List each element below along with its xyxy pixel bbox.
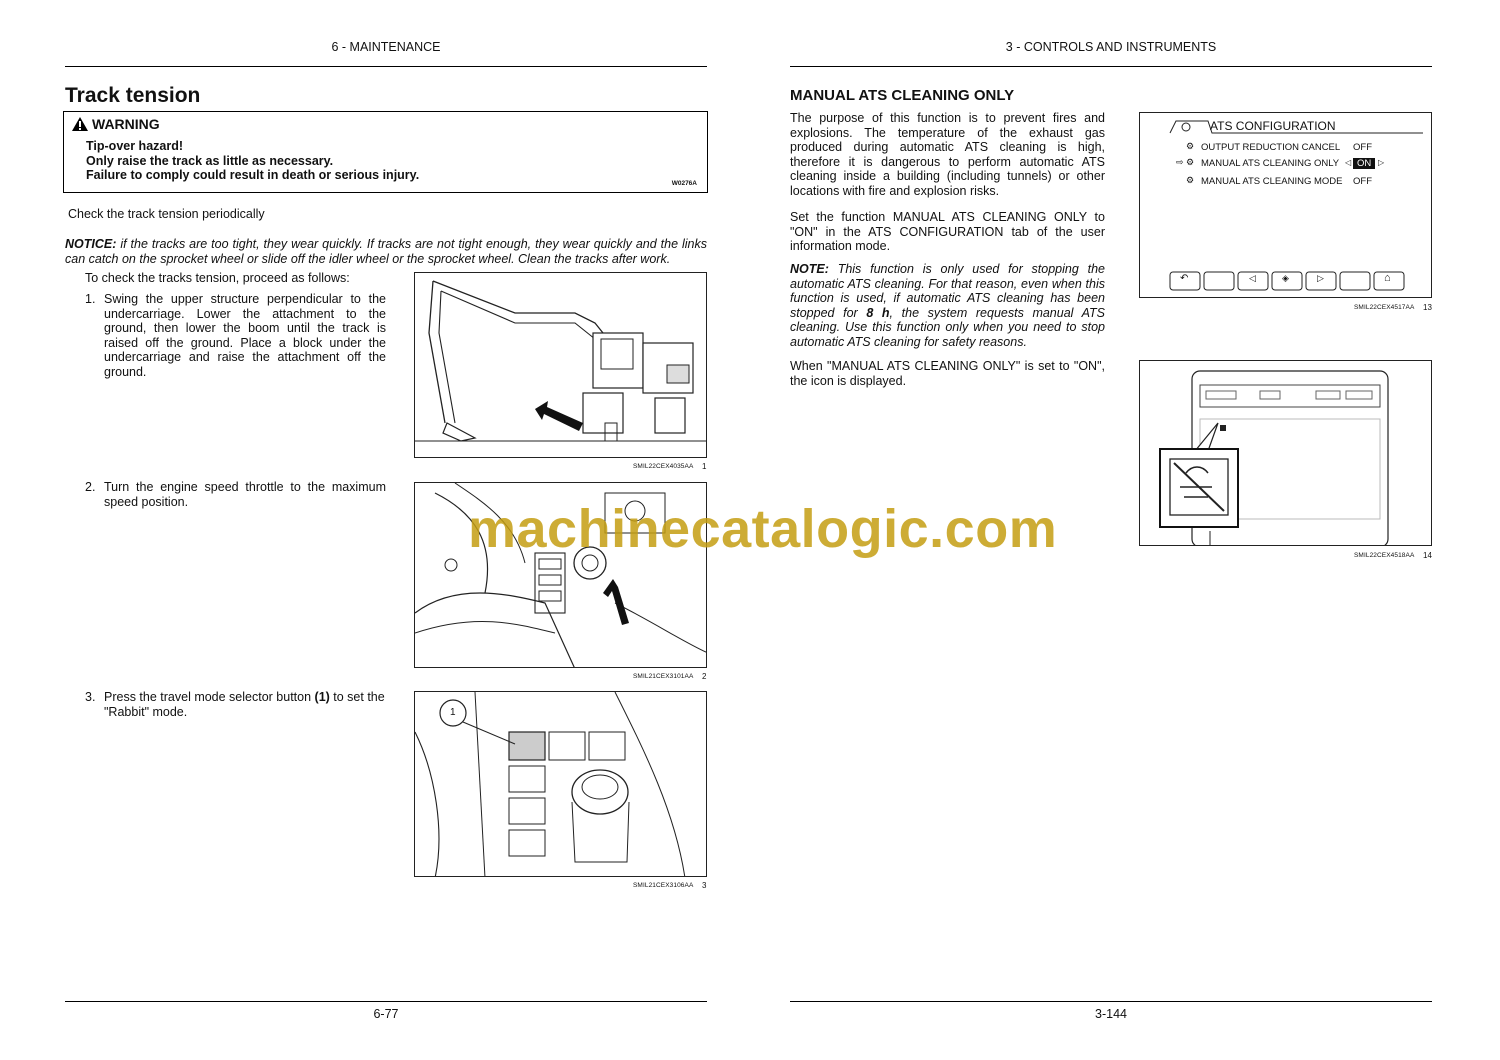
arrow-left-icon: ◁ (1249, 273, 1256, 283)
warning-triangle-icon (71, 116, 89, 132)
note-text-a: This function is only used for stopping the automatic ATS cleaning. For that reason, even when this function is used, if automatic ATS cleaning has been stopped for (790, 262, 1105, 320)
warning-box (63, 111, 708, 193)
figure-3-number: 3 (702, 881, 707, 890)
figure-ats-configuration-screen (1139, 112, 1432, 298)
step-text-a: Press the travel mode selector button (104, 690, 315, 704)
select-icon: ◈ (1282, 273, 1289, 283)
left-footer-rule (65, 1001, 707, 1002)
output-reduction-icon: ⚙ (1186, 141, 1195, 151)
warning-line-2: Only raise the track as little as necessary. (86, 154, 334, 168)
note-duration: 8 h (866, 305, 890, 320)
warning-line-1: Tip-over hazard! (86, 139, 184, 153)
figure-1-code: SMIL22CEX4035AA (633, 463, 694, 470)
arrow-right-icon: ▷ (1317, 273, 1324, 283)
step-text: Swing the upper structure perpendicular to the undercarriage. Lower the attachment to the ground, then lower the boom until the track is raised off the ground. Place a block under the undercarriage and raise the attachment off the ground. (104, 292, 386, 379)
notice-label: NOTICE: (65, 237, 117, 251)
monitor-illustration (1140, 361, 1432, 546)
note-paragraph (790, 262, 1105, 350)
step-callout-ref: (1) (314, 690, 330, 704)
selector-illustration (415, 692, 707, 877)
manual-ats-only-icon: ⚙ (1186, 157, 1195, 167)
ats-row-value: OFF (1353, 176, 1372, 187)
figure-2-code: SMIL21CEX3101AA (633, 673, 694, 680)
warning-code: W0276A (671, 180, 697, 187)
figure-monitor-icon-display (1139, 360, 1432, 546)
figure-14-number: 14 (1423, 551, 1432, 560)
step-text-c: to set the "Rabbit" mode. (104, 690, 385, 719)
back-icon: ↶ (1180, 273, 1189, 284)
right-caret-icon: ▷ (1378, 158, 1385, 167)
left-page-header: 6 - MAINTENANCE (331, 40, 441, 54)
step-number: 2. (85, 480, 96, 494)
notice-text: if the tracks are too tight, they wear quickly. If tracks are not tight enough, they wear quickly and the links can catch on the sprocket wheel or slide off the idler wheel or the sprocket wheel. Clean the tracks after work. (65, 237, 707, 266)
right-page-number: 3-144 (1095, 1007, 1127, 1021)
figure-3-code: SMIL21CEX3106AA (633, 882, 694, 889)
ats-row-value: OFF (1353, 142, 1372, 153)
figure-13-code: SMIL22CEX4517AA (1354, 304, 1415, 311)
ats-row-value-selected: ON (1353, 158, 1375, 169)
right-header-rule (790, 66, 1432, 67)
figure-excavator-lift (414, 272, 707, 458)
set-function-paragraph: Set the function MANUAL ATS CLEANING ONLY to "ON" in the ATS CONFIGURATION tab of the user information mode. (790, 210, 1105, 254)
step-number: 1. (85, 292, 96, 306)
step-number: 3. (85, 690, 96, 704)
step-2 (85, 480, 386, 512)
figure-13-number: 13 (1423, 303, 1432, 312)
ats-row-label: OUTPUT REDUCTION CANCEL (1201, 142, 1341, 153)
right-footer-rule (790, 1001, 1432, 1002)
manual-ats-mode-icon: ⚙ (1186, 175, 1195, 185)
section-title: MANUAL ATS CLEANING ONLY (790, 87, 1015, 104)
step-text: Turn the engine speed throttle to the maximum speed position. (104, 480, 386, 509)
figure-14-code: SMIL22CEX4518AA (1354, 552, 1415, 559)
purpose-paragraph: The purpose of this function is to prevent fires and explosions. The temperature of the exhaust gas produced during automatic ATS cleaning is high, therefore it is dangerous to perform automatic ATS cleaning inside a building (including tunnels) or other locations with fire and explosion risks. (790, 111, 1105, 198)
callout-1-label: 1 (450, 707, 456, 718)
notice-paragraph (65, 237, 707, 266)
proceed-text: To check the tracks tension, proceed as follows: (85, 271, 350, 285)
step-3 (85, 690, 386, 722)
intro-text: Check the track tension periodically (68, 207, 265, 221)
ats-title: ATS CONFIGURATION (1210, 119, 1336, 133)
excavator-illustration (415, 273, 707, 458)
watermark: machinecatalogic.com (468, 499, 1058, 559)
icon-displayed-paragraph: When "MANUAL ATS CLEANING ONLY" is set to "ON", the icon is displayed. (790, 359, 1105, 388)
step-text (104, 690, 386, 719)
selection-arrow-icon: ⇨ (1176, 157, 1184, 167)
warning-line-3: Failure to comply could result in death or serious injury. (86, 168, 420, 182)
figure-travel-mode-selector (414, 691, 707, 877)
right-page-header: 3 - CONTROLS AND INSTRUMENTS (1005, 40, 1217, 54)
figure-2-number: 2 (702, 672, 707, 681)
note-text-c: , the system requests manual ATS cleaning. Use this function only when you need to stop automatic ATS cleaning for safety reasons. (790, 305, 1105, 349)
home-icon: ⌂ (1384, 272, 1391, 284)
step-1 (85, 292, 386, 379)
left-caret-icon: ◁ (1345, 158, 1352, 167)
left-page-number: 6-77 (373, 1007, 399, 1021)
page-title: Track tension (65, 84, 201, 107)
ats-row-label: MANUAL ATS CLEANING ONLY (1201, 158, 1340, 169)
warning-label: WARNING (92, 116, 160, 132)
note-label: NOTE: (790, 262, 829, 276)
figure-1-number: 1 (702, 462, 707, 471)
ats-row-label: MANUAL ATS CLEANING MODE (1201, 176, 1343, 187)
left-header-rule (65, 66, 707, 67)
